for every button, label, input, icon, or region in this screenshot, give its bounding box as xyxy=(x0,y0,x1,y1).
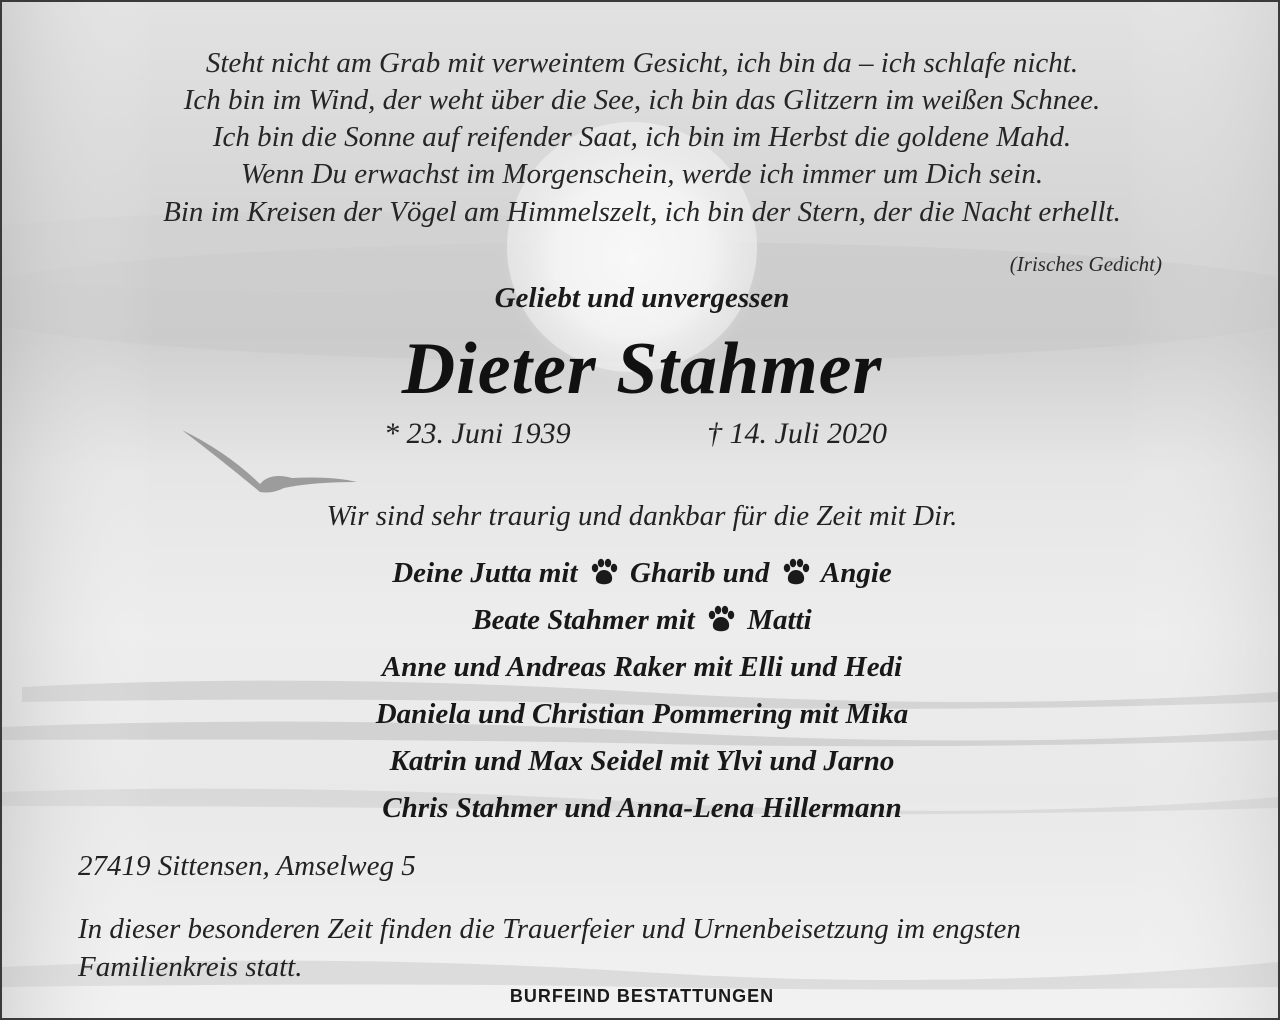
family-line xyxy=(2,557,1280,590)
poem-line: Steht nicht am Grab mit verweintem Gesicht, ich bin da – ich schlafe nicht. xyxy=(205,47,1079,79)
family-text: Deine Jutta mit xyxy=(392,557,578,589)
family-line: Katrin und Max Seidel mit Ylvi und Jarno xyxy=(389,745,895,777)
family-text: Gharib und xyxy=(630,557,770,589)
motto: Geliebt und unvergessen xyxy=(494,282,790,314)
family-line: Anne und Andreas Raker mit Elli und Hedi xyxy=(381,651,903,683)
poem-line: Ich bin im Wind, der weht über die See, ich bin das Glitzern im weißen Schnee. xyxy=(183,84,1101,116)
death-date: † 14. Juli 2020 xyxy=(707,417,887,450)
mourning-sentence: Wir sind sehr traurig und dankbar für die Zeit mit Dir. xyxy=(326,500,958,532)
paw-print-icon xyxy=(589,558,619,586)
family-text: Angie xyxy=(820,557,892,589)
funeral-home-logo: BURFEIND BESTATTUNGEN xyxy=(509,986,775,1006)
paw-print-icon xyxy=(781,558,811,586)
family-text: Beate Stahmer mit xyxy=(472,604,695,636)
address: 27419 Sittensen, Amselweg 5 xyxy=(78,850,416,882)
poem-line: Bin im Kreisen der Vögel am Himmelszelt, ich bin der Stern, der die Nacht erhellt. xyxy=(163,196,1121,228)
deceased-name: Dieter Stahmer xyxy=(401,328,883,410)
birth-date: * 23. Juni 1939 xyxy=(384,417,571,450)
family-line: Daniela und Christian Pommering mit Mika xyxy=(375,698,909,730)
family-line xyxy=(2,604,1280,637)
funeral-notice: In dieser besonderen Zeit finden die Trauerfeier und Urnenbeisetzung im engsten Familienkreis statt. xyxy=(78,913,1021,983)
poem-line: Wenn Du erwachst im Morgenschein, werde ich immer um Dich sein. xyxy=(240,158,1044,190)
poem-credit: (Irisches Gedicht) xyxy=(1009,252,1162,276)
family-text: Matti xyxy=(747,604,812,636)
poem-line: Ich bin die Sonne auf reifender Saat, ich bin im Herbst die goldene Mahd. xyxy=(212,121,1072,153)
family-line: Chris Stahmer und Anna-Lena Hillermann xyxy=(382,792,902,824)
paw-print-icon xyxy=(706,605,736,633)
